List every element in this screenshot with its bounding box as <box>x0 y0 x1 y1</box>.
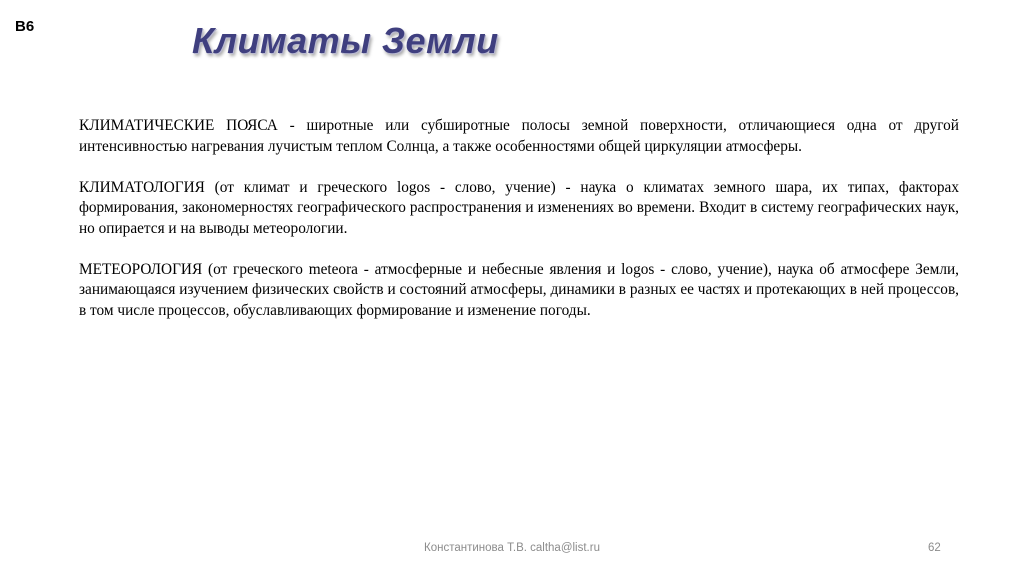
paragraph-meteorology: МЕТЕОРОЛОГИЯ (от греческого meteora - атмосферные и небесные явления и logos - слово, учение), наука об атмосфере Земли, занимающаяся изучением физических свойств и состояний атмосферы, динамики в разных ее частях и протекающих в ней процессов, в том числе процессов, обуславливающих формирование и изменение погоды. <box>79 260 959 319</box>
paragraph-climatic-belts: КЛИМАТИЧЕСКИЕ ПОЯСА - широтные или субширотные полосы земной поверхности, отличающиеся одна от другой интенсивностью нагревания лучистым теплом Солнца, а также особенностями общей циркуляции атмосферы. <box>79 117 959 155</box>
page-number: 62 <box>928 542 941 554</box>
paragraph-climatology: КЛИМАТОЛОГИЯ (от климат и греческого logos - слово, учение) - наука о климатах земного шара, их типах, факторах формирования, закономерностях географического распространения и изменениях во времени. Входит в систему географических наук, но опирается и на выводы метеорологии. <box>79 178 959 237</box>
slide-title: Климаты Земли <box>192 20 499 61</box>
footer-author: Константинова Т.В. caltha@list.ru <box>424 542 600 554</box>
slide-body <box>79 116 959 342</box>
slide-tag: B6 <box>15 18 35 35</box>
